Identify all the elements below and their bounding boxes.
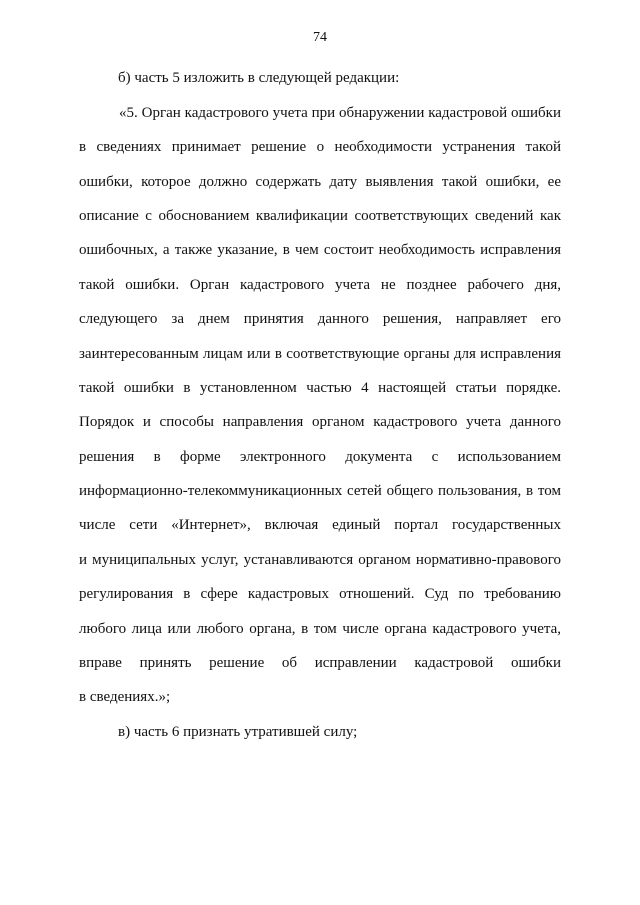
body-line-13: числе сети «Интернет», включая единый портал государственных: [79, 517, 561, 533]
body-line-11: решения в форме электронного документа с использованием: [79, 449, 561, 465]
body-line-3: ошибки, которое должно содержать дату выявления такой ошибки, ее: [79, 174, 561, 190]
body-line-8: заинтересованным лицам или в соответствующие органы для исправления: [79, 346, 561, 362]
final-line: в) часть 6 признать утратившей силу;: [118, 724, 358, 740]
body-line-10: Порядок и способы направления органом кадастрового учета данного: [79, 414, 561, 430]
body-line-5: ошибочных, а также указание, в чем состоит необходимость исправления: [79, 242, 561, 258]
body-line-16: любого лица или любого органа, в том числе органа кадастрового учета,: [79, 621, 561, 637]
body-line-2: в сведениях принимает решение о необходимости устранения такой: [79, 139, 561, 155]
body-line-6: такой ошибки. Орган кадастрового учета не позднее рабочего дня,: [79, 277, 561, 293]
body-line-14: и муниципальных услуг, устанавливаются органом нормативно-правового: [79, 552, 561, 568]
body-line-18: в сведениях.»;: [79, 689, 171, 705]
body-line-17: вправе принять решение об исправлении кадастровой ошибки: [79, 655, 561, 671]
body-line-12: информационно-телекоммуникационных сетей общего пользования, в том: [79, 483, 561, 499]
body-line-15: регулирования в сфере кадастровых отношений. Суд по требованию: [79, 586, 561, 602]
body-line-1: «5. Орган кадастрового учета при обнаружении кадастровой ошибки: [119, 105, 561, 121]
body-line-7: следующего за днем принятия данного решения, направляет его: [79, 311, 561, 327]
body-line-4: описание с обоснованием квалификации соответствующих сведений как: [79, 208, 561, 224]
body-line-9: такой ошибки в установленном частью 4 настоящей статьи порядке.: [79, 380, 561, 396]
intro-line: б) часть 5 изложить в следующей редакции:: [118, 70, 400, 86]
page-number: 74: [313, 30, 327, 45]
